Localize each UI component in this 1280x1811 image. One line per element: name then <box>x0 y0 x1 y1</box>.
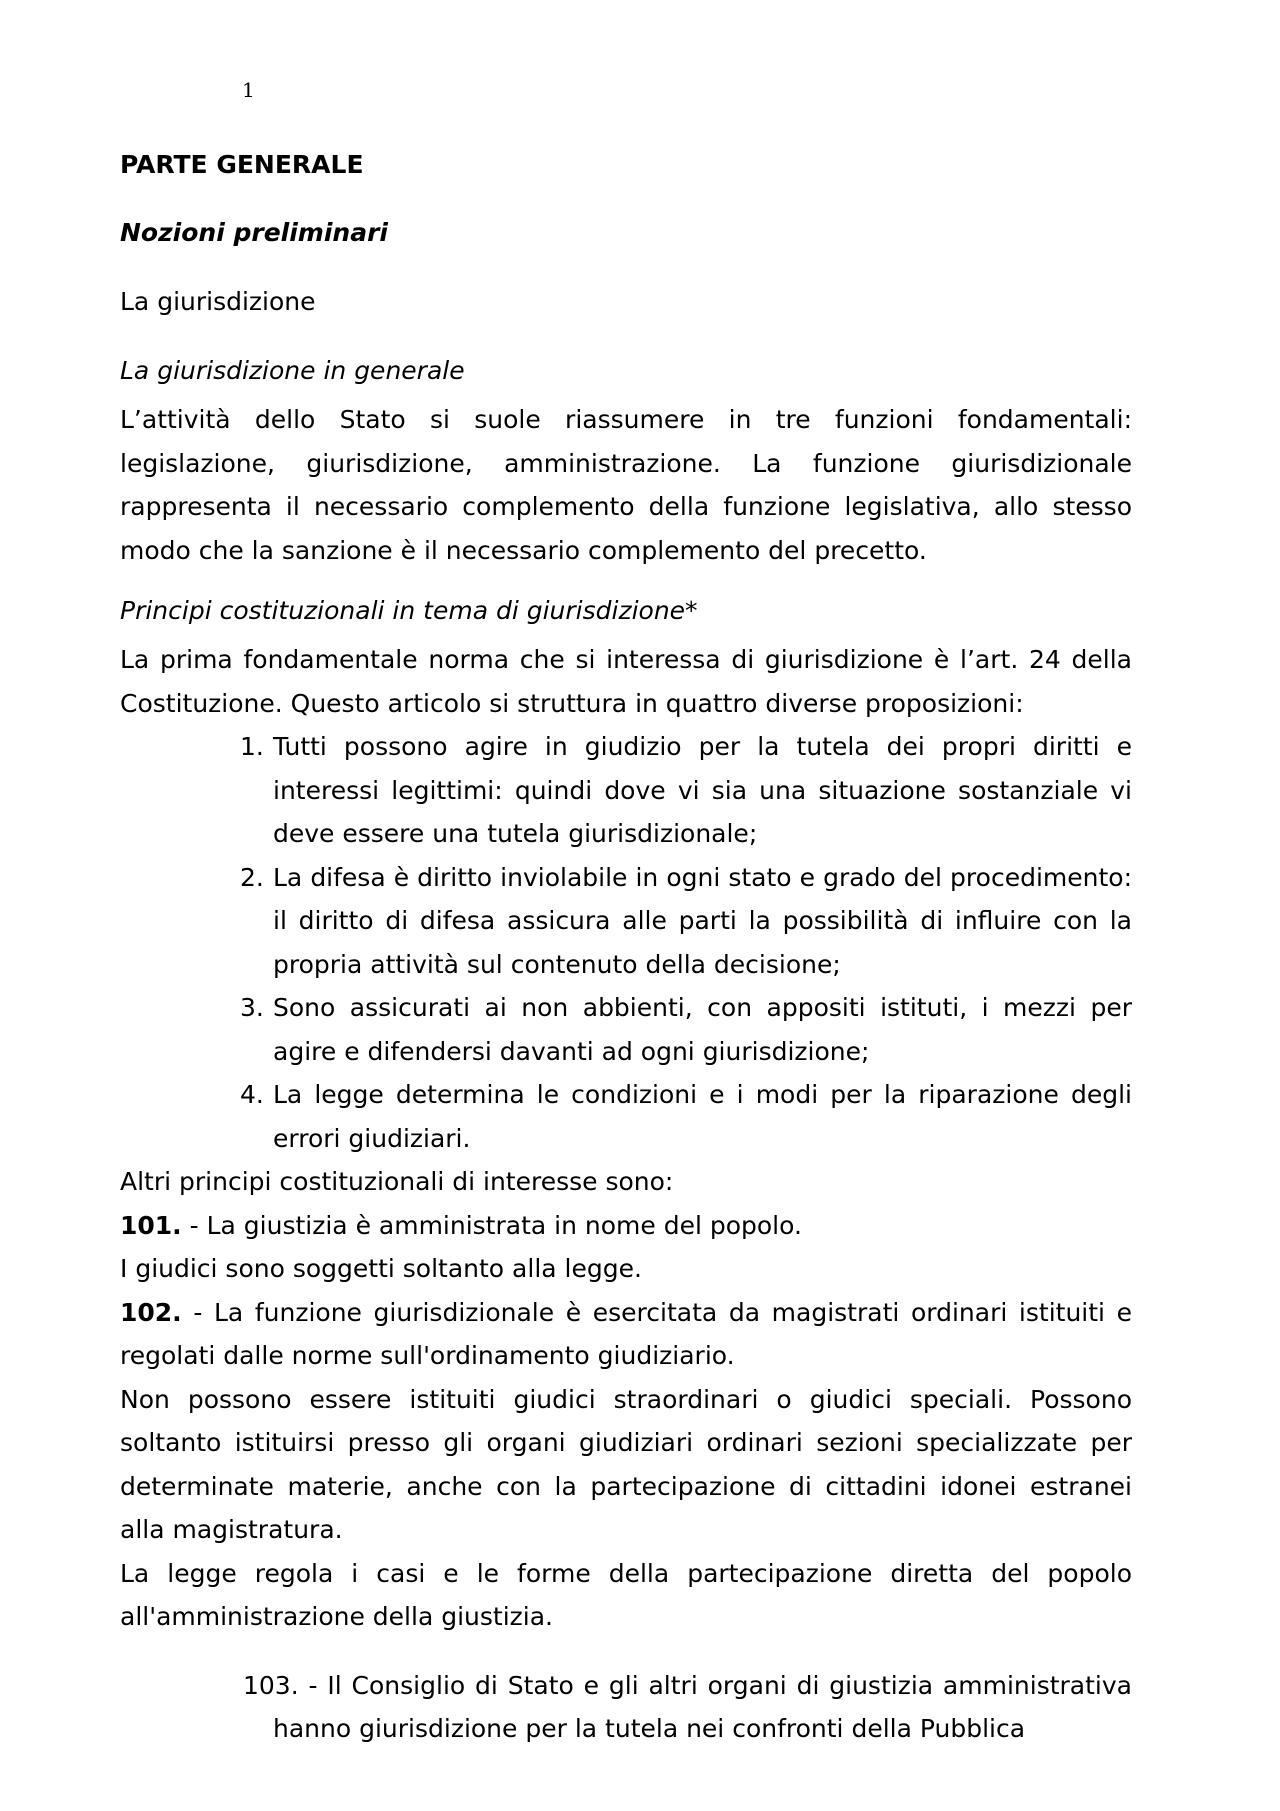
page-number: 1 <box>242 78 255 102</box>
article-text: - La funzione giurisdizionale è esercitata da magistrati ordinari istituiti e regolati dalle norme sull'ordinamento giudiziario. <box>120 1297 1132 1370</box>
article-102 <box>120 1291 1132 1378</box>
article-101 <box>120 1204 1132 1248</box>
section-title-giurisdizione-generale: La giurisdizione in generale <box>120 356 465 385</box>
article-102-third: La legge regola i casi e le forme della partecipazione diretta del popolo all'amministrazione della giustizia. <box>120 1558 1132 1631</box>
list-item-text: Sono assicurati ai non abbienti, con appositi istituti, i mezzi per agire e difendersi davanti ad ogni giurisdizione; <box>273 993 1132 1066</box>
list-item <box>240 725 1132 856</box>
list-item-number: 4. <box>240 1080 264 1109</box>
list-item-number: 1. <box>240 732 264 761</box>
art24-propositions-list <box>120 725 1132 1160</box>
article-text: - La giustizia è amministrata in nome del popolo. <box>181 1210 802 1240</box>
paragraph-art24-intro: La prima fondamentale norma che si interessa di giurisdizione è l’art. 24 della Costituzione. Questo articolo si struttura in quattro diverse proposizioni: <box>120 645 1132 718</box>
article-101-second: I giudici sono soggetti soltanto alla legge. <box>120 1254 642 1283</box>
paragraph-altri-principi: Altri principi costituzionali di interesse sono: <box>120 1167 674 1196</box>
article-number: 102. <box>120 1297 182 1327</box>
article-number: 101. <box>120 1210 182 1240</box>
list-item <box>240 1073 1132 1160</box>
list-item-number: 2. <box>240 862 264 892</box>
document-body <box>120 148 1132 1776</box>
list-item-text: La difesa è diritto inviolabile in ogni stato e grado del procedimento: il diritto di difesa assicura alle parti la possibilità di influire con la propria attività sul contenuto della decisione; <box>273 862 1132 979</box>
list-item-number: 3. <box>240 993 264 1022</box>
article-102-second: Non possono essere istituiti giudici straordinari o giudici speciali. Possono soltanto istituirsi presso gli organi giudiziari ordinari sezioni specializzate per determinate materie, anche con la partecipazione di cittadini idonei estranei alla magistratura. <box>120 1384 1132 1544</box>
list-item <box>240 856 1132 987</box>
heading-nozioni-preliminari: Nozioni preliminari <box>120 218 388 247</box>
heading-parte-generale: PARTE GENERALE <box>120 150 364 179</box>
heading-la-giurisdizione: La giurisdizione <box>120 287 316 316</box>
article-103: 103. - Il Consiglio di Stato e gli altri organi di giustizia amministrativa hanno giurisdizione per la tutela nei confronti della Pubblica <box>243 1670 1132 1743</box>
list-item-text: La legge determina le condizioni e i modi per la riparazione degli errori giudiziari. <box>273 1080 1132 1153</box>
paragraph-attivita-stato: L’attività dello Stato si suole riassumere in tre funzioni fondamentali: legislazione, giurisdizione, amministrazione. La funzione giurisdizionale rappresenta il necessario complemento della funzione legislativa, allo stesso modo che la sanzione è il necessario complemento del precetto. <box>120 405 1132 565</box>
list-item <box>240 986 1132 1073</box>
list-item-text: Tutti possono agire in giudizio per la tutela dei propri diritti e interessi legittimi: quindi dove vi sia una situazione sostanziale vi deve essere una tutela giurisdizionale; <box>273 732 1132 848</box>
section-title-principi-costituzionali: Principi costituzionali in tema di giurisdizione* <box>120 596 698 625</box>
